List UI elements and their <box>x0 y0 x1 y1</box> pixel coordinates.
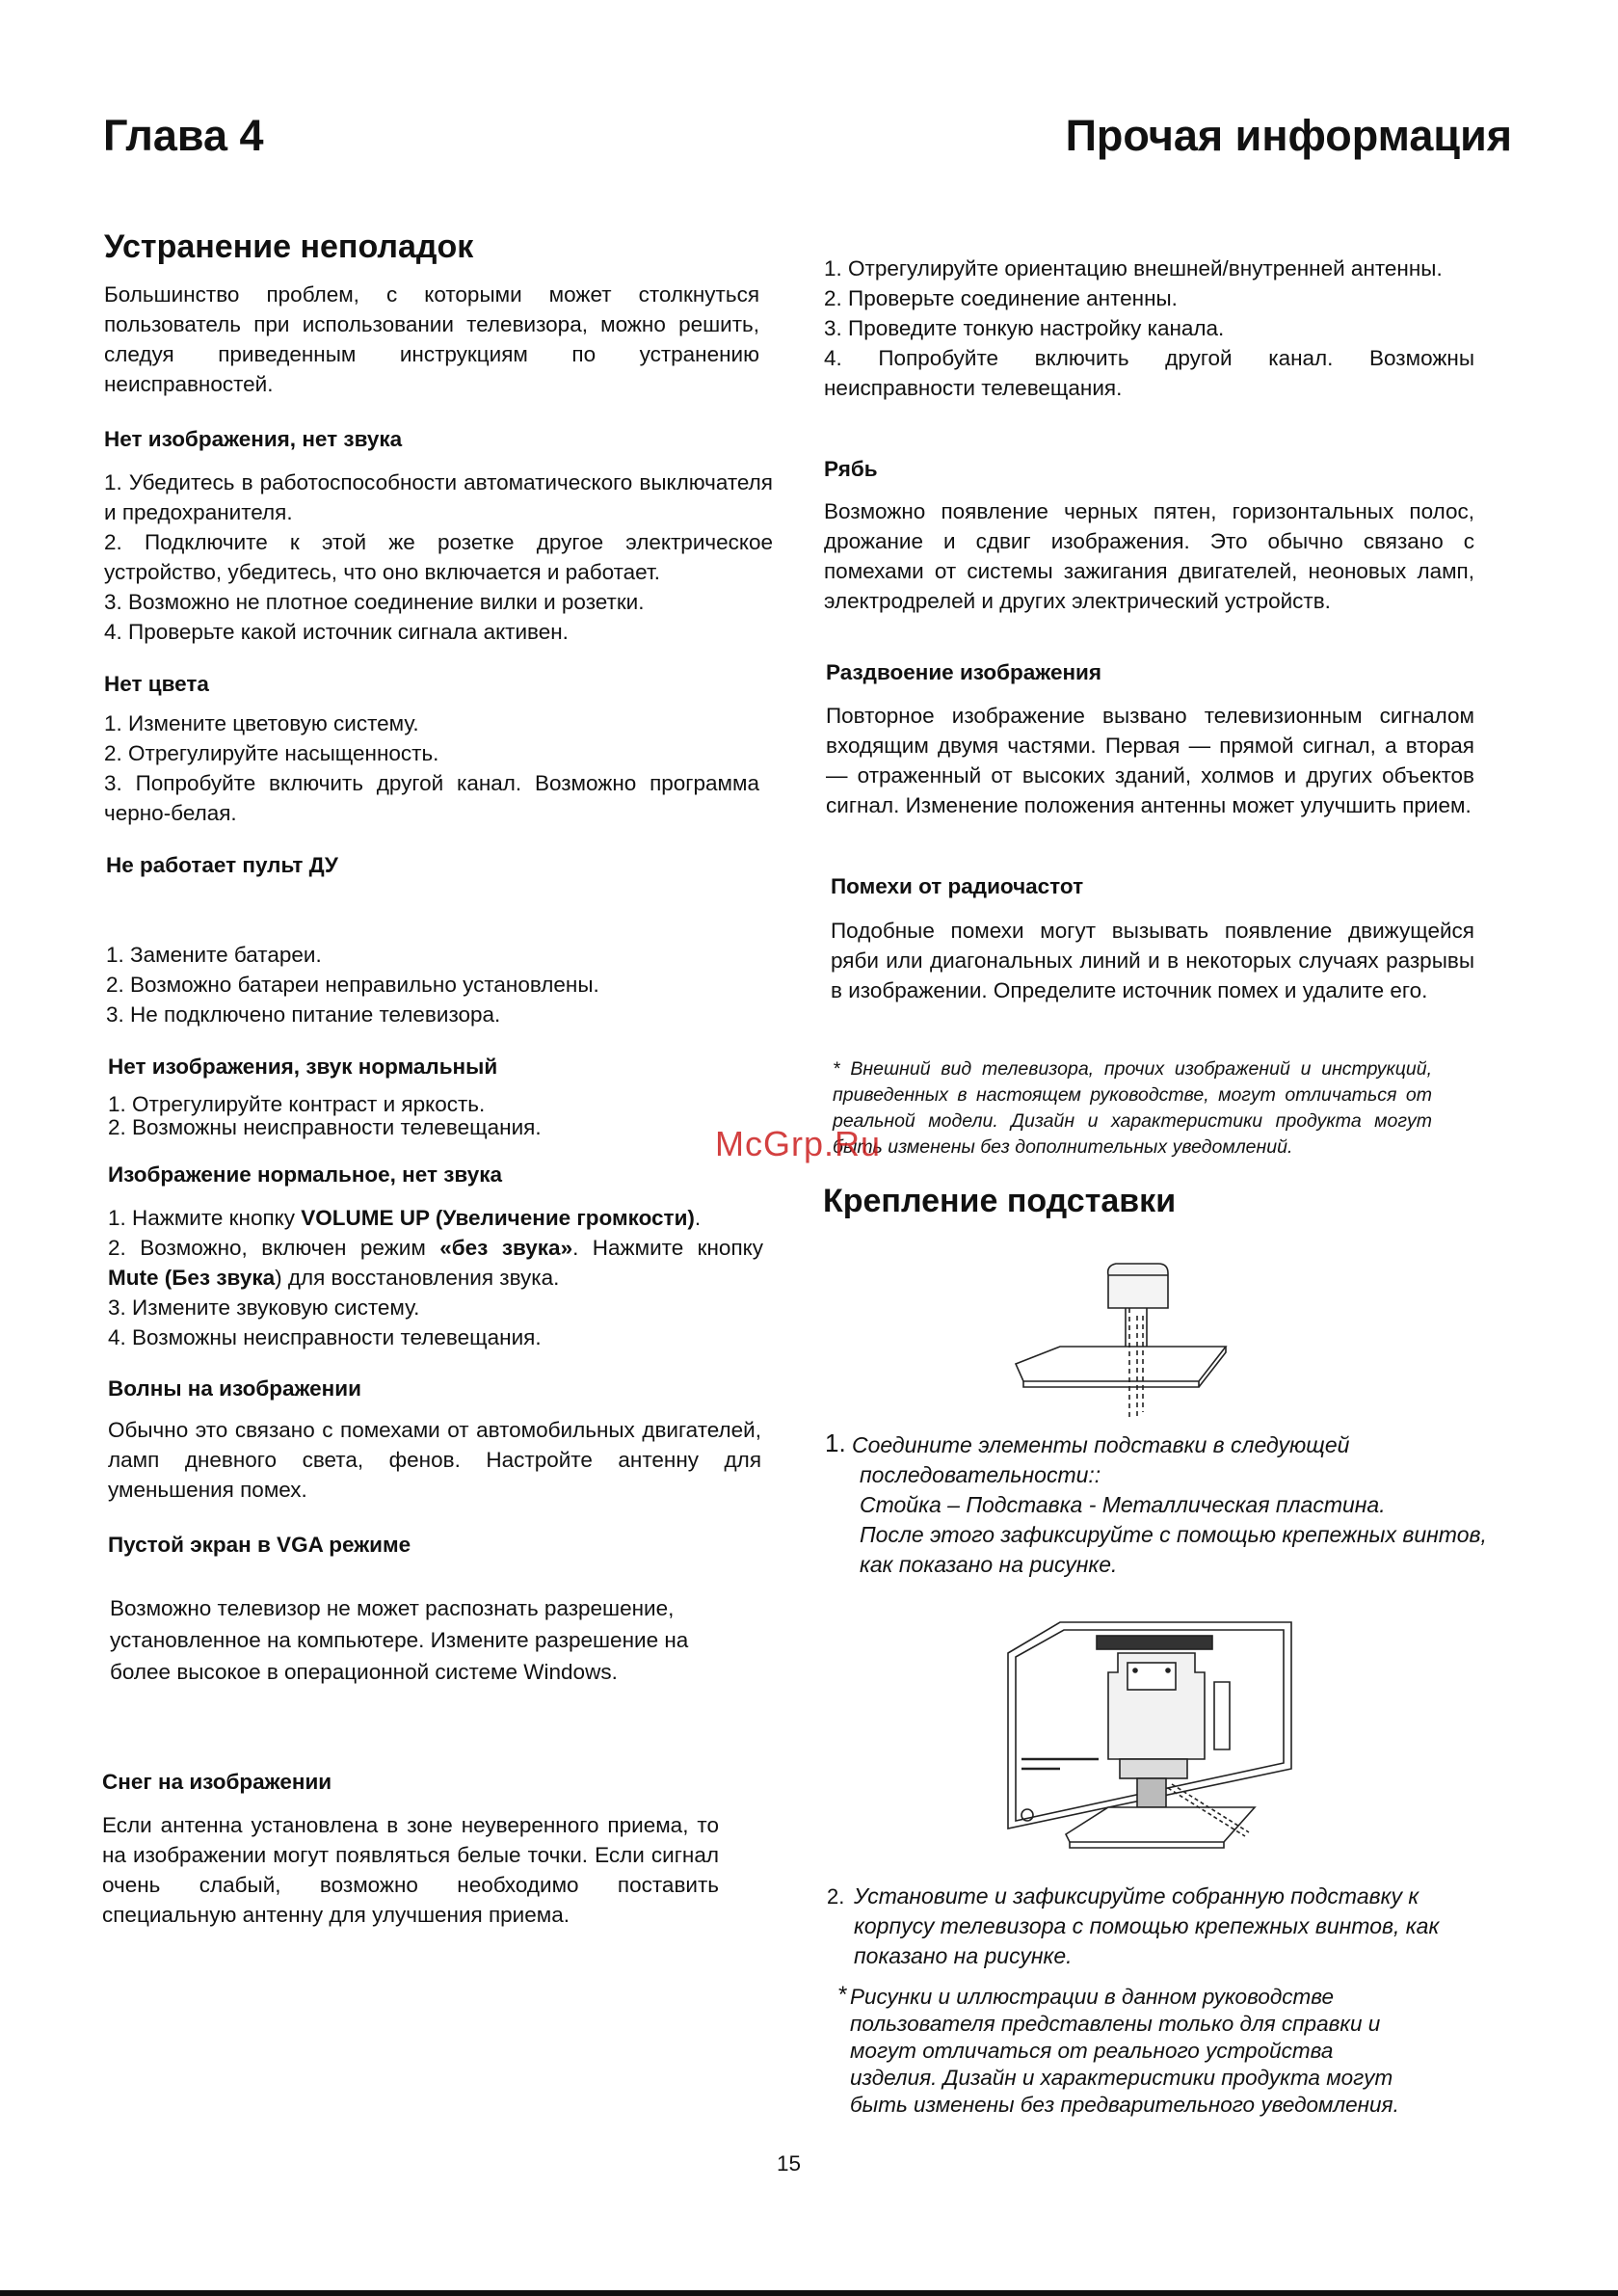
list-item: 1. Измените цветовую систему. <box>104 711 419 735</box>
list-item: 3. Проведите тонкую настройку канала. <box>824 316 1225 340</box>
list-item: 1. Отрегулируйте контраст и яркость. <box>108 1092 486 1116</box>
list-item: 4. Попробуйте включить другой канал. Возможны неисправности телевещания. <box>824 346 1474 400</box>
list-item: 2. Отрегулируйте насыщенность. <box>104 741 439 765</box>
paragraph-waves: Обычно это связано с помехами от автомобильных двигателей, ламп дневного света, фенов. Настройте антенну для уменьшения помех. <box>108 1418 761 1502</box>
list-item: 2. Возможно батареи неправильно установлены. <box>106 973 599 997</box>
step2-number: 2. <box>827 1884 845 1909</box>
paragraph-snow: Если антенна установлена в зоне неуверенного приема, то на изображении могут появляться белые точки. Если сигнал очень слабый, возможно необходимо поставить специальную антенну для улучшения приема. <box>102 1813 719 1927</box>
tv-back-illustration <box>1002 1615 1301 1851</box>
heading-no-picture-sound-ok: Нет изображения, звук нормальный <box>108 1055 498 1079</box>
heading-vga-blank: Пустой экран в VGA режиме <box>108 1533 411 1557</box>
list-item: 1. Отрегулируйте ориентацию внешней/внутренней антенны. <box>824 256 1443 280</box>
heading-rf-interference: Помехи от радиочастот <box>831 874 1084 898</box>
note-star: * <box>838 1982 848 2008</box>
stand-note: Рисунки и иллюстрации в данном руководстве пользователя представлены только для справки и могут отличаться от реального устройства изделия. Дизайн и характеристики продукта могут быть изменены без предварительного уведомления. <box>850 1985 1399 2117</box>
step1-number: 1. <box>825 1428 846 1457</box>
list-item: 1. Замените батареи. <box>106 943 322 967</box>
list-item: 3. Попробуйте включить другой канал. Возможно программа черно-белая. <box>104 771 759 825</box>
heading-snow: Снег на изображении <box>102 1770 332 1794</box>
heading-no-picture-no-sound: Нет изображения, нет звука <box>104 427 403 451</box>
watermark: McGrp.Ru <box>715 1124 882 1163</box>
heading-ripple: Рябь <box>824 457 878 481</box>
list-picture-ok-no-sound <box>108 1203 763 1352</box>
stand-title: Крепление подставки <box>823 1183 1177 1219</box>
bottom-border <box>0 2290 1618 2296</box>
page-title: Прочая информация <box>1065 111 1512 160</box>
list-item: 2. Возможны неисправности телевещания. <box>108 1115 542 1139</box>
list-no-color <box>104 708 759 828</box>
paragraph-rf-interference: Подобные помехи могут вызывать появление движущейся ряби или диагональных линий и в некоторых случаях разрывы в изображении. Определите источник помех и удалите его. <box>831 919 1474 1002</box>
page-number: 15 <box>777 2151 802 2176</box>
list-item: 1. Убедитесь в работоспособности автоматического выключателя и предохранителя. <box>104 470 773 524</box>
list-item: 3. Возможно не плотное соединение вилки и розетки. <box>104 590 645 614</box>
step1-text: Соедините элементы подставки в следующей последовательности:: Стойка – Подставка - Металлическая пластина. После этого зафиксируйте с помощью крепежных винтов, как показано на рисунке. <box>852 1432 1487 1577</box>
heading-remote-not-working: Не работает пульт ДУ <box>106 853 338 877</box>
list-item: 1. Нажмите кнопку VOLUME UP (Увеличение громкости). <box>108 1206 702 1230</box>
stand-assembly-illustration <box>1002 1258 1233 1422</box>
disclaimer-note: * Внешний вид телевизора, прочих изображений и инструкций, приведенных в настоящем руководстве, могут отличаться от реальной модели. Дизайн и характеристики продукта могут быть изменены без дополнительных уведомлений. <box>833 1058 1432 1158</box>
step2-text: Установите и зафиксируйте собранную подставку к корпусу телевизора с помощью крепежных винтов, как показано на рисунке. <box>854 1883 1440 1968</box>
list-item: 4. Возможны неисправности телевещания. <box>108 1325 542 1349</box>
list-item: 2. Проверьте соединение антенны. <box>824 286 1178 310</box>
intro-paragraph: Большинство проблем, с которыми может столкнуться пользователь при использовании телевизора, можно решить, следуя приведенным инструкциям по устранению неисправностей. <box>104 282 759 396</box>
list-no-picture-sound-ok <box>108 1093 763 1139</box>
list-antenna-steps <box>824 254 1474 403</box>
list-remote-not-working <box>106 940 761 1029</box>
paragraph-ripple: Возможно появление черных пятен, горизонтальных полос, дрожание и сдвиг изображения. Это обычно связано с помехами от системы зажигания двигателей, неоновых ламп, электродрелей и других электрический устройств. <box>824 499 1474 613</box>
chapter-label: Глава 4 <box>103 111 264 160</box>
list-item: 2. Возможно, включен режим «без звука». Нажмите кнопку Mute (Без звука) для восстановления звука. <box>108 1236 763 1290</box>
paragraph-ghosting: Повторное изображение вызвано телевизионным сигналом входящим двумя частями. Первая — прямой сигнал, а вторая — отраженный от высоких зданий, холмов и других объектов сигнал. Изменение положения антенны может улучшить прием. <box>826 704 1474 817</box>
list-item: 4. Проверьте какой источник сигнала активен. <box>104 620 569 644</box>
heading-waves-on-picture: Волны на изображении <box>108 1376 361 1401</box>
list-no-picture-no-sound <box>104 467 773 647</box>
heading-picture-ok-no-sound: Изображение нормальное, нет звука <box>108 1162 502 1187</box>
heading-no-color: Нет цвета <box>104 672 209 696</box>
paragraph-vga: Возможно телевизор не может распознать разрешение, установленное на компьютере. Измените разрешение на более высокое в операционной системе Windows. <box>110 1596 689 1684</box>
list-item: 2. Подключите к этой же розетке другое электрическое устройство, убедитесь, что оно включается и работает. <box>104 530 773 584</box>
list-item: 3. Не подключено питание телевизора. <box>106 1002 501 1027</box>
list-item: 3. Измените звуковую систему. <box>108 1295 420 1320</box>
heading-ghosting: Раздвоение изображения <box>826 660 1102 684</box>
troubleshooting-title: Устранение неполадок <box>104 228 474 265</box>
